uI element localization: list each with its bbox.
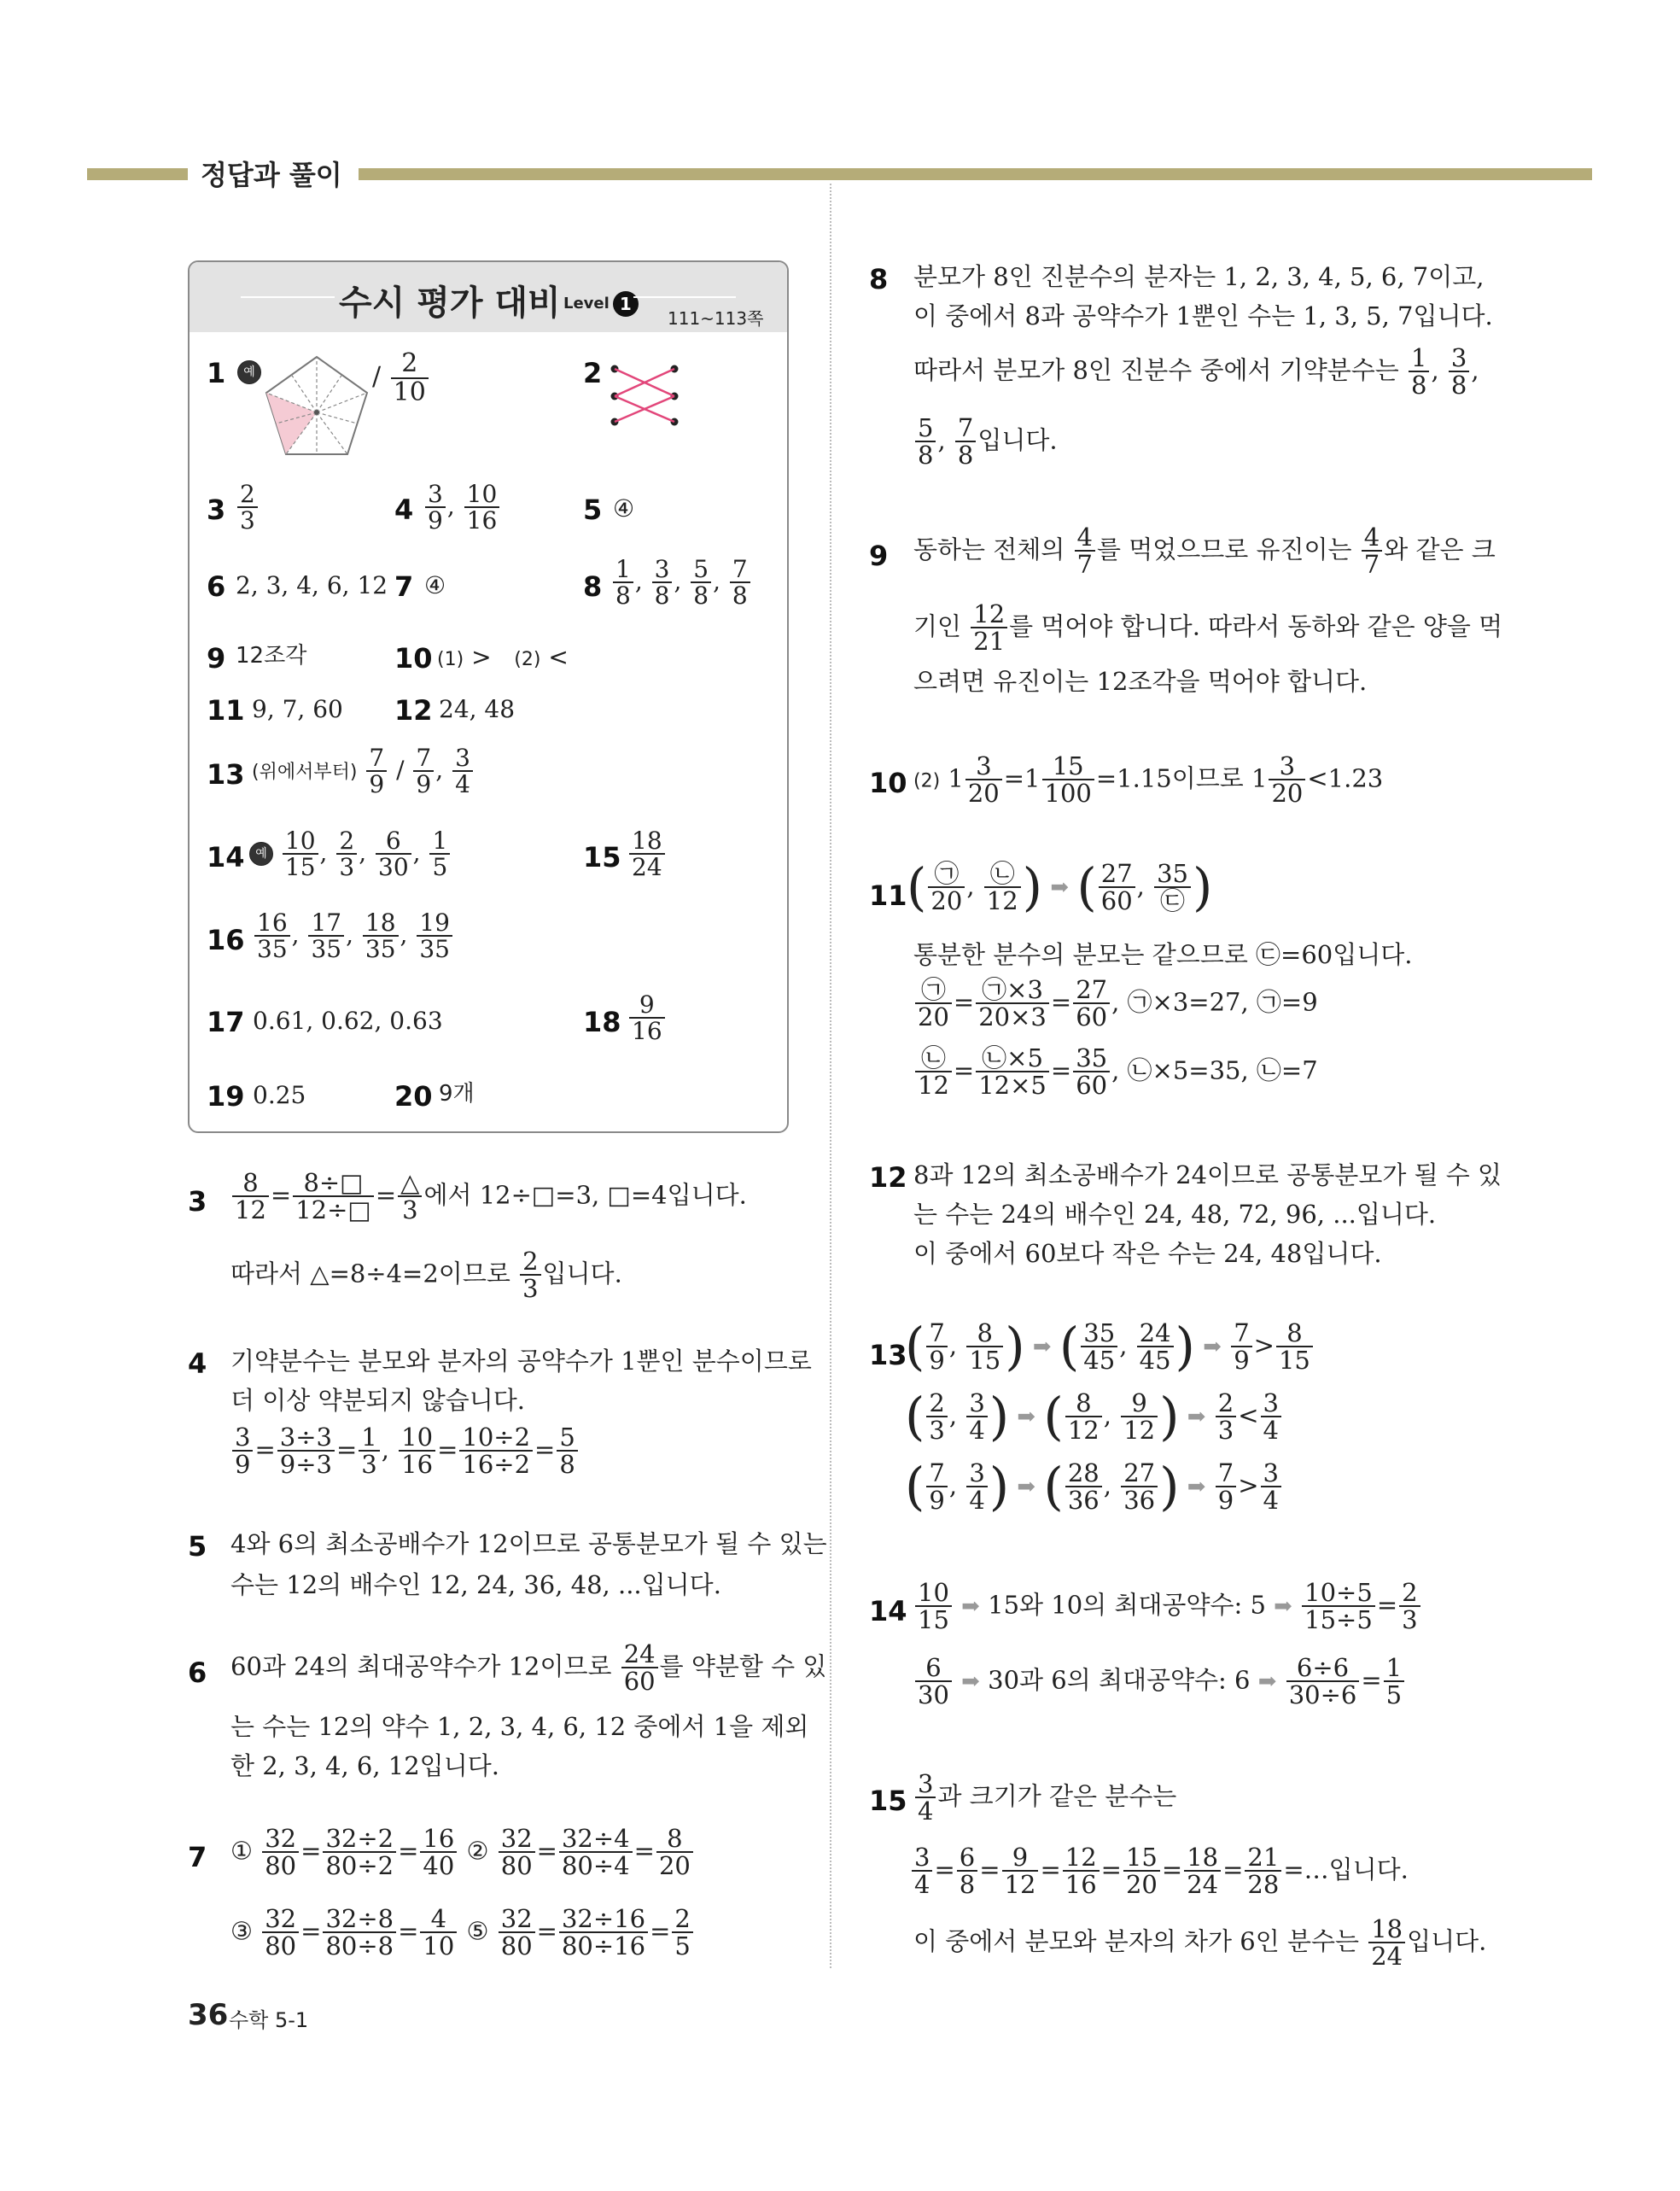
solution-14-line2: $\frac{6}{30}$ ➡ 30과 6의 최대공약수: 6 ➡ $\frac{6\div 6}{30\div 6}$ = $\frac{1}{5}$ bbox=[913, 1655, 1406, 1709]
answer-13-prefix: (위에서부터) bbox=[252, 761, 358, 783]
answer-1-num: 1 bbox=[207, 357, 226, 389]
answer-13-fraction-c: $\frac{3}{4}$ bbox=[452, 745, 473, 798]
answer-2-num: 2 bbox=[583, 357, 603, 389]
page-header-title: 정답과 풀이 bbox=[201, 159, 342, 191]
answer-4-fraction-a: $\frac{3}{9}$ bbox=[425, 482, 446, 534]
solution-11-num: 11 bbox=[869, 879, 907, 912]
solution-8-num: 8 bbox=[869, 263, 889, 295]
solution-5-num: 5 bbox=[188, 1530, 207, 1563]
answer-3-num: 3 bbox=[207, 494, 226, 526]
solution-7-row1: ① $\frac{32}{80}$ = $\frac{32\div 2}{80\div 2}$ = $\frac{16}{40}$ ② $\frac{32}{80}$ = $\frac{32\div 4}{80\div 4}$ = $\frac{8}{20}$ bbox=[230, 1826, 695, 1879]
level-text: Level bbox=[563, 295, 610, 313]
solution-4-num: 4 bbox=[188, 1347, 207, 1380]
answer-14-num: 14 bbox=[207, 841, 245, 873]
header-bar-right bbox=[359, 168, 1592, 180]
solution-9-num: 9 bbox=[869, 540, 889, 572]
answer-11-value: 9, 7, 60 bbox=[252, 695, 343, 723]
solution-12-line3: 이 중에서 60보다 작은 수는 24, 48입니다. bbox=[913, 1239, 1382, 1268]
solution-15-num: 15 bbox=[869, 1785, 907, 1817]
header-bar-left bbox=[87, 168, 188, 180]
answer-box-header bbox=[190, 262, 787, 332]
answer-3-fraction: $\frac{2}{3}$ bbox=[237, 482, 258, 534]
solution-6-num: 6 bbox=[188, 1656, 207, 1689]
solution-11-line1: ( ㉠ 20 , ㉡ 12 ) ➡ ( $\frac{27}{60}$ , 35 ㉢ ) bbox=[907, 857, 1213, 918]
answer-19-num: 19 bbox=[207, 1080, 245, 1113]
solution-3-num: 3 bbox=[188, 1185, 207, 1218]
solution-13-num: 13 bbox=[869, 1339, 907, 1371]
answer-20-num: 20 bbox=[394, 1080, 433, 1113]
answer-6-value: 2, 3, 4, 6, 12 bbox=[236, 571, 388, 599]
answer-8-fractions: $\frac{1}{8}$ , $\frac{3}{8}$ , $\frac{5}{8}$ , $\frac{7}{8}$ bbox=[611, 557, 752, 609]
solution-9-line1: 동하는 전체의 $\frac{4}{7}$ 를 먹었으므로 유진이는 $\frac{4}{7}$ 와 같은 크 bbox=[913, 523, 1496, 580]
answer-5-value: ④ bbox=[613, 494, 635, 523]
solution-15-line1: $\frac{3}{4}$ 과 크기가 같은 분수는 bbox=[913, 1771, 1176, 1825]
page-number: 36 bbox=[188, 1998, 229, 2032]
solution-3-line2: 따라서 △=8÷4=2이므로 $\frac{2}{3}$ 입니다. bbox=[230, 1247, 622, 1304]
solution-7-num: 7 bbox=[188, 1841, 207, 1873]
level-badge: 1 bbox=[613, 291, 639, 317]
solution-7-row2: ③ $\frac{32}{80}$ = $\frac{32\div 8}{80\div 8}$ = $\frac{4}{10}$ ⑤ $\frac{32}{80}$ = $\frac{32\div 16}{80\div 16}$ = $\frac{2}{5}$ bbox=[230, 1906, 695, 1960]
answer-13-fraction-b: $\frac{7}{9}$ bbox=[413, 745, 434, 798]
example-badge: 예 bbox=[237, 360, 261, 384]
answer-8-num: 8 bbox=[583, 570, 603, 603]
answer-17-num: 17 bbox=[207, 1006, 245, 1038]
solution-12-line1: 8과 12의 최소공배수가 24이므로 공통분모가 될 수 있 bbox=[913, 1160, 1502, 1189]
answer-14-fractions: 예 $\frac{10}{15}$ , $\frac{2}{3}$ , $\frac{6}{30}$ , $\frac{1}{5}$ bbox=[249, 828, 452, 880]
solution-9-line2: 기인 $\frac{12}{21}$ 를 먹어야 합니다. 따라서 동하와 같은 양을 먹 bbox=[913, 599, 1503, 657]
solution-11-line3: ㉠ 20 = $\frac{㉠\times 3}{20\times 3}$ = $\frac{27}{60}$ , ㉠×3=27, ㉠=9 bbox=[913, 977, 1318, 1031]
answer-9-value: 12조각 bbox=[236, 643, 307, 669]
solution-4-line1: 기약분수는 분모와 분자의 공약수가 1뿐인 분수이므로 bbox=[230, 1347, 812, 1376]
answer-13-num: 13 bbox=[207, 758, 245, 791]
solution-12-line2: 는 수는 24의 배수인 24, 48, 72, 96, ...입니다. bbox=[913, 1200, 1437, 1229]
answer-10-part2-value: < bbox=[548, 643, 569, 671]
answer-13-sep: / bbox=[396, 755, 405, 784]
solution-13-row3: ( $\frac{7}{9}$ , $\frac{3}{4}$ ) ➡ ( $\frac{28}{36}$ , $\frac{27}{36}$ ) ➡ $\frac{7}{9}$ > $\frac{3}{4}$ bbox=[905, 1460, 1283, 1514]
pentagon-center bbox=[314, 410, 319, 415]
pentagon-figure bbox=[261, 352, 372, 461]
answer-11-num: 11 bbox=[207, 694, 245, 727]
solution-10-line: (2) 1 $\frac{3}{20}$ =1 $\frac{15}{100}$ =1.15이므로 1 $\frac{3}{20}$ <1.23 bbox=[913, 751, 1384, 809]
answer-19-value: 0.25 bbox=[253, 1081, 306, 1109]
solution-14-line1: $\frac{10}{15}$ ➡ 15와 10의 최대공약수: 5 ➡ $\frac{10\div 5}{15\div 5}$ = $\frac{2}{3}$ bbox=[913, 1580, 1422, 1633]
solution-8-line3: 따라서 분모가 8인 진분수 중에서 기약분수는 $\frac{1}{8}$ , $\frac{3}{8}$ , bbox=[913, 343, 1479, 400]
answer-10-part2-label: (2) bbox=[514, 649, 541, 670]
level-label bbox=[563, 291, 639, 317]
answer-10-part1-label: (1) bbox=[437, 649, 464, 670]
answer-18-num: 18 bbox=[583, 1006, 621, 1038]
solution-15-chain: $\frac{3}{4}$ = $\frac{6}{8}$ = $\frac{9}{12}$ = $\frac{12}{16}$ = $\frac{15}{20}$ = $\frac{18}{24}$ = $\frac{21}{28}$ =…입니다. bbox=[910, 1844, 1409, 1898]
answer-7-num: 7 bbox=[394, 570, 414, 603]
solution-11-line2: 통분한 분수의 분모는 같으므로 ㉢=60입니다. bbox=[913, 940, 1413, 969]
answer-17-value: 0.61, 0.62, 0.63 bbox=[253, 1007, 443, 1035]
answer-5-num: 5 bbox=[583, 494, 603, 526]
answer-16-num: 16 bbox=[207, 924, 245, 956]
solution-5-line1: 4와 6의 최소공배수가 12이므로 공통분모가 될 수 있는 bbox=[230, 1529, 827, 1558]
book-title: 수학 5-1 bbox=[229, 2008, 309, 2032]
solution-4-line2: 더 이상 약분되지 않습니다. bbox=[230, 1386, 526, 1415]
solution-8-line4: $\frac{5}{8}$ , $\frac{7}{8}$ 입니다. bbox=[913, 415, 1058, 469]
solution-13-row2: ( $\frac{2}{3}$ , $\frac{3}{4}$ ) ➡ ( $\frac{8}{12}$ , $\frac{9}{12}$ ) ➡ $\frac{2}{3}$ < $\frac{3}{4}$ bbox=[905, 1390, 1283, 1444]
solution-12-num: 12 bbox=[869, 1161, 907, 1194]
solution-15-line3: 이 중에서 분모와 분자의 차가 6인 분수는 $\frac{18}{24}$ 입니다. bbox=[913, 1914, 1487, 1972]
answer-15-fraction: $\frac{18}{24}$ bbox=[629, 828, 665, 880]
solution-4-equation: $\frac{3}{9}$ = $\frac{3\div 3}{9\div 3}$ = $\frac{1}{3}$ , $\frac{10}{16}$ = $\frac{10\div 2}{16\div 2}$ = $\frac{5}{8}$ bbox=[230, 1424, 580, 1478]
solution-14-num: 14 bbox=[869, 1595, 907, 1627]
answer-10-part1-value: > bbox=[471, 643, 492, 671]
answer-16-fractions: $\frac{16}{35}$ , $\frac{17}{35}$ , $\frac{18}{35}$ , $\frac{19}{35}$ bbox=[253, 910, 454, 962]
solution-13-row1: ( $\frac{7}{9}$ , $\frac{8}{15}$ ) ➡ ( $\frac{35}{45}$ , $\frac{24}{45}$ ) ➡ $\frac{7}{9}$ > $\frac{8}{15}$ bbox=[905, 1320, 1315, 1374]
answer-box-title: 수시 평가 대비 bbox=[339, 283, 561, 323]
solution-10-num: 10 bbox=[869, 767, 907, 799]
solution-11-line4: ㉡ 12 = $\frac{㉡\times 5}{12\times 5}$ = $\frac{35}{60}$ , ㉡×5=35, ㉡=7 bbox=[913, 1045, 1318, 1099]
answer-12-num: 12 bbox=[394, 694, 433, 727]
answer-6-num: 6 bbox=[207, 570, 226, 603]
answer-4-num: 4 bbox=[394, 494, 414, 526]
solution-8-line1: 분모가 8인 진분수의 분자는 1, 2, 3, 4, 5, 6, 7이고, bbox=[913, 262, 1485, 291]
solution-6-line1: 60과 24의 최대공약수가 12이므로 $\frac{24}{60}$ 를 약분할 수 있 bbox=[230, 1639, 827, 1697]
matching-lines-figure bbox=[608, 360, 685, 429]
column-divider bbox=[830, 184, 831, 1968]
solution-3-line1: $\frac{8}{12}$ = $\frac{8\div□}{12\div□}$ = △ 3 에서 12÷□=3, □=4입니다. bbox=[230, 1170, 747, 1224]
solution-8-line2: 이 중에서 8과 공약수가 1뿐인 수는 1, 3, 5, 7입니다. bbox=[913, 301, 1493, 330]
answer-4-fraction-b: $\frac{10}{16}$ bbox=[464, 482, 500, 534]
answer-1-fraction: $\frac{2}{10}$ bbox=[391, 350, 429, 406]
answer-13-fraction-a: $\frac{7}{9}$ bbox=[366, 745, 387, 798]
solution-5-line2: 수는 12의 배수인 12, 24, 36, 48, ...입니다. bbox=[230, 1570, 721, 1599]
header-rule-right bbox=[633, 296, 736, 298]
solution-6-line2: 는 수는 12의 약수 1, 2, 3, 4, 6, 12 중에서 1을 제외 bbox=[230, 1712, 809, 1741]
answer-20-value: 9개 bbox=[439, 1081, 475, 1107]
page-range: 111~113쪽 bbox=[668, 308, 764, 329]
answer-9-num: 9 bbox=[207, 642, 226, 675]
answer-12-value: 24, 48 bbox=[439, 695, 516, 723]
header-rule-left bbox=[241, 296, 335, 298]
answer-18-fraction: $\frac{9}{16}$ bbox=[629, 992, 665, 1044]
answer-15-num: 15 bbox=[583, 841, 621, 873]
solution-6-line3: 한 2, 3, 4, 6, 12입니다. bbox=[230, 1751, 499, 1780]
solution-9-line3: 으려면 유진이는 12조각을 먹어야 합니다. bbox=[913, 667, 1368, 696]
answer-10-num: 10 bbox=[394, 642, 433, 675]
answer-1-sep: / bbox=[372, 361, 382, 392]
answer-7-value: ④ bbox=[424, 571, 446, 599]
